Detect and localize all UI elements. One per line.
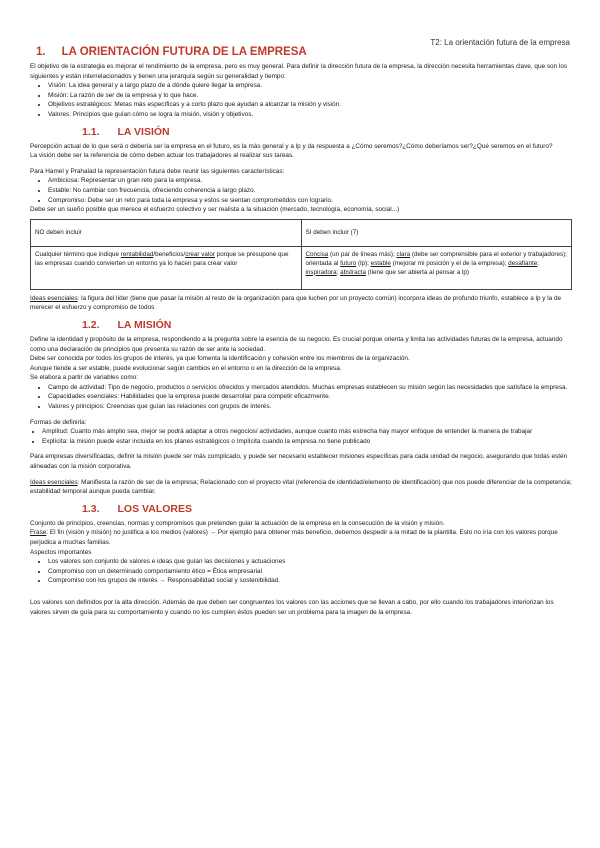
vision-dream: Debe ser un sueño posible que merece el esfuerzo colectivo y ser realista a la situación (mercado, tecnología, economía, social...) bbox=[30, 206, 400, 214]
mission-known: Debe ser conocida por todos los grupos de interés, ya que fomenta la identificación y cohesión entre los miembros de la organización. bbox=[30, 355, 410, 363]
list-item: • Explícita: la misión puede estar incluida en los planes estratégicos o Implícita cuando la empresa no tiene publicado bbox=[42, 437, 572, 447]
list-item: • Campo de actividad: Tipo de negocio, productos o servicios ofrecidos y mercados atendidos. Muchas empresas establecen su misión según las necesidades que satisface la empresa. bbox=[48, 383, 572, 393]
section-1-2-title: LA MISIÓN bbox=[117, 318, 172, 331]
list-item: • Objetivos estratégicos: Metas más específicas y a corto plazo que ayudan a alcanzar la misión y visión. bbox=[48, 100, 572, 110]
mission-definition: Define la identidad y propósito de la empresa, respondiendo a la pregunta sobre la esencia de su negocio. Es crucial porque orienta y limita las actividades futuras de la empresa, actuando como una declaración de principios que presenta su razón de ser ante la sociedad. bbox=[30, 335, 563, 353]
section-1-2-heading bbox=[82, 319, 572, 331]
table-header-no: NO deben incluir bbox=[31, 219, 302, 246]
section-1-1-number: 1.1. bbox=[82, 125, 100, 138]
list-item: • Amplitud: Cuanto más amplio sea, mejor se podrá adaptar a otros negocios/ actividades, aunque cuanto más estrecha hay mayor enfoque de entender la manera de trabajar bbox=[42, 427, 572, 437]
table-header-si: SI deben incluir (7) bbox=[301, 219, 572, 246]
list-item: • Visión: La idea general y a largo plazo de a dónde quiere llegar la empresa. bbox=[48, 81, 572, 91]
vision-essential-ideas: Ideas esenciales: la figura del líder (tiene que pasar la misión al resto de la organización para que luchen por un proyecto común) incorpora ideas de profundo triunfo, establece a lp y la de merecer el esfuerzo y compromiso de todos bbox=[30, 294, 562, 312]
section-1-1-heading bbox=[82, 126, 572, 138]
section-1-3-number: 1.3. bbox=[82, 502, 100, 515]
vision-characteristics-list bbox=[30, 176, 572, 205]
vision-include-table bbox=[30, 219, 572, 290]
vision-reference: La visión debe ser la referencia de cómo deben actuar los trabajadores al realizar sus tareas. bbox=[30, 152, 294, 160]
list-item: • Los valores son conjunto de valores e ideas que guían las decisiones y actuaciones bbox=[48, 557, 572, 567]
list-item: • Valores y principios: Creencias que guían las relaciones con grupos de interés. bbox=[48, 402, 572, 412]
list-item: • Estable: No cambiar con frecuencia, ofreciendo coherencia a largo plazo. bbox=[48, 186, 572, 196]
vision-definition: Percepción actual de lo que será o debería ser la empresa en el futuro, es la más general y a lp y da respuesta a ¿Cómo seremos?¿Cómo deberíamos ser?¿Qué seremos en el futuro? bbox=[30, 142, 553, 150]
vision-characteristics-intro: Para Hamel y Prahalad la representación futura debe reunir las siguientes características: bbox=[30, 167, 285, 175]
list-item: • Valores: Principios que guían cómo se logra la misión, visión y objetivos. bbox=[48, 110, 572, 120]
table-cell-si: Concisa (un par de líneas más); clara (debe ser comprensible para el exterior y trabajadores); orientada al futuro (lp); estable (mejorar mi posición y el de la empresa); desafiante; inspiradora; abstracta (tiene que ser abierta al pensar a lp) bbox=[301, 246, 572, 289]
values-defined-by: Los valores son definidos por la alta dirección. Además de que deben ser congruentes los valores con las acciones que se llevan a cabo, por ello cuando los trabajadores interiorizan los valores sirven de guía para su comportamiento y cuando no los cumplen éstos pueden ser un problema para la imagen de la empresa. bbox=[30, 598, 554, 616]
values-phrase: Frase: El fin (visión y misión) no justifica a los medios (valores) → Por ejemplo para obtener más beneficio, debemos despedir a la mitad de la plantilla. Esto no iría con los valores porque perjudica a muchas familias. bbox=[30, 529, 558, 546]
values-aspects-list bbox=[30, 557, 572, 586]
section-1-title: LA ORIENTACIÓN FUTURA DE LA EMPRESA bbox=[61, 46, 307, 58]
mission-forms-intro: Formas de definirla: bbox=[30, 418, 87, 426]
mission-forms-list bbox=[30, 427, 572, 446]
list-item: • Ambiciosa: Representar un gran reto para la empresa. bbox=[48, 176, 572, 186]
section-1-3-title: LOS VALORES bbox=[117, 502, 192, 515]
section-1-1-title: LA VISIÓN bbox=[117, 125, 170, 138]
mission-essential-ideas: Ideas esenciales: Manifiesta la razón de ser de la empresa; Relacionado con el proyecto vital (referencia de identidad/elemento de identificación) que nos puede diferenciar de la competencia; estabilidad temporal aunque pueda cambiar. bbox=[30, 478, 572, 496]
section-1-number: 1. bbox=[36, 46, 46, 58]
section-1-heading bbox=[36, 46, 572, 58]
section-1-list bbox=[30, 81, 572, 119]
values-definition: Conjunto de principios, creencias, normas y compromisos que pretenden guiar la actuación de la empresa en la consecución de la visión y misión. bbox=[30, 519, 445, 527]
mission-variables-intro: Se elabora a partir de variables como: bbox=[30, 374, 138, 382]
mission-stable: Aunque tiende a ser estable, puede evolucionar según cambios en el entorno o en la dirección de la empresa. bbox=[30, 364, 342, 372]
list-item: • Compromiso: Debe ser un reto para toda la empresa y estos se sientan comprometidos con logrario. bbox=[48, 196, 572, 206]
section-1-intro: El objetivo de la estrategia es mejorar el rendimiento de la empresa, pero es muy general. Para definir la dirección futura de la empresa, la dirección necesita herramientas clave, que son los siguientes y están interrelacionados y tienen una jerarquía según su generalidad y tiempo: bbox=[30, 63, 568, 80]
list-item: • Compromiso con un determinado comportamiento ético = Ética empresarial bbox=[48, 567, 572, 577]
list-item: • Capacidades esenciales: Habilidades que la empresa puede desarrollar para competir eficazmente. bbox=[48, 392, 572, 402]
table-cell-no: Cualquier término que indique rentabilidad/beneficios/crear valor porque se presupone que las empresas cuando convierten un entorno ya lo hacen para crear valor bbox=[31, 246, 302, 289]
section-1-2-number: 1.2. bbox=[82, 318, 100, 331]
list-item: • Misión: La razón de ser de la empresa y lo que hace. bbox=[48, 91, 572, 101]
list-item: • Compromiso con los grupos de interés → Responsabilidad social y sostenibilidad. bbox=[48, 576, 572, 586]
section-1-3-heading bbox=[82, 503, 572, 515]
document-body bbox=[30, 46, 572, 617]
mission-variables-list bbox=[30, 383, 572, 412]
values-aspects-intro: Aspectos importantes bbox=[30, 548, 92, 556]
mission-diversified: Para empresas diversificadas, definir la misión puede ser más complicado, y puede ser necesario establecer misiones específicas para cada unidad de negocio, asegurando que todas estén alineadas con la misión corporativa. bbox=[30, 453, 568, 471]
running-header: T2: La orientación futura de la empresa bbox=[430, 38, 570, 47]
